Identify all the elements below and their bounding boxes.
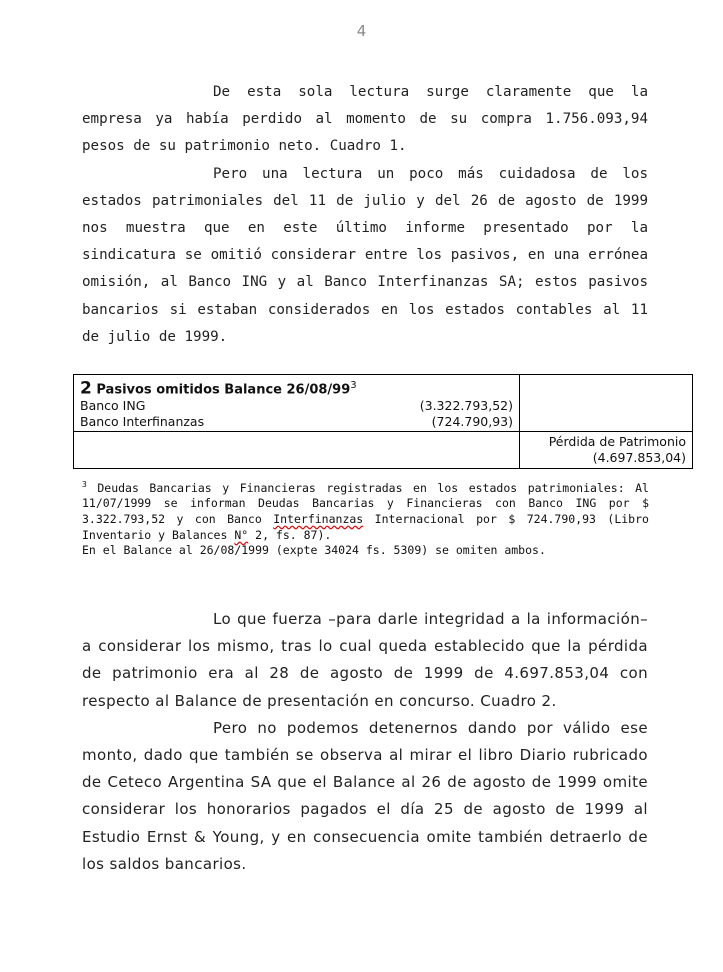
footnote xyxy=(82,477,649,559)
table-empty-cell xyxy=(74,432,520,469)
footnote-spellcheck-word: N° xyxy=(234,527,249,542)
body-text xyxy=(82,606,648,878)
table-title xyxy=(80,377,513,398)
page-number: 4 xyxy=(356,22,367,40)
body-paragraph-1: Lo que fuerza –para darle integridad a la información– a considerar los mismo, tras lo cual queda establecido que la pérdida de patrimonio era al 28 de agosto de 1999 de 4.697.853,04 con respecto al Balance de presentación en concurso. Cuadro 2. xyxy=(82,610,648,710)
intro-text xyxy=(82,79,648,351)
table-empty-cell xyxy=(520,375,693,432)
footnote-body xyxy=(82,477,649,543)
footnote-text-a: Deudas Bancarias y Financieras registradas en los estados patrimoniales: Al 11/07/1999 se informan Deudas Bancarias y Financieras con Banco ING por $ 3.322.793,52 y con Banco xyxy=(82,480,649,527)
footnote-text-b: Internacional por $ 724.790,93 (Libro Inventario y Balances xyxy=(82,512,649,542)
table-row xyxy=(80,414,513,430)
row-label: Banco ING xyxy=(80,398,146,414)
result-value: (4.697.853,04) xyxy=(592,450,686,466)
intro-paragraph-1: De esta sola lectura surge claramente que la empresa ya había perdido al momento de su compra 1.756.093,94 pesos de su patrimonio neto. Cuadro 1. xyxy=(82,84,648,155)
table-title-text: Pasivos omitidos Balance 26/08/99 xyxy=(96,382,351,398)
table-result-cell xyxy=(520,432,693,469)
table-number: 2 xyxy=(80,378,92,399)
row-value: (3.322.793,52) xyxy=(419,398,513,414)
footnote-text-c: 2, fs. 87). xyxy=(255,527,332,542)
row-label: Banco Interfinanzas xyxy=(80,414,205,430)
row-value: (724.790,93) xyxy=(431,414,513,430)
footnote-marker: 3 xyxy=(82,480,87,489)
footnote-last-line: En el Balance al 26/08/1999 (expte 34024 fs. 5309) se omiten ambos. xyxy=(82,543,546,558)
result-label: Pérdida de Patrimonio xyxy=(548,434,686,450)
table-main-cell xyxy=(74,375,520,432)
table-footnote-ref: 3 xyxy=(350,380,357,391)
body-paragraph-2: Pero no podemos detenernos dando por válido ese monto, dado que también se observa al mirar el libro Diario rubricado de Ceteco Argentina SA que el Balance al 26 de agosto de 1999 omite considerar los honorarios pagados el día 25 de agosto de 1999 al Estudio Ernst & Young, y en consecuencia omite también detraerlo de los saldos bancarios. xyxy=(82,718,648,873)
footnote-spellcheck-word: Interfinanzas xyxy=(273,512,364,527)
table-pasivos-omitidos xyxy=(73,374,693,469)
table-row xyxy=(80,398,513,414)
intro-paragraph-2: Pero una lectura un poco más cuidadosa de los estados patrimoniales del 11 de julio y del 26 de agosto de 1999 nos muestra que en este último informe presentado por la sindicatura se omitió considerar entre los pasivos, en una errónea omisión, al Banco ING y al Banco Interfinanzas SA; estos pasivos bancarios si estaban considerados en los estados contables al 11 de julio de 1999. xyxy=(82,165,648,345)
